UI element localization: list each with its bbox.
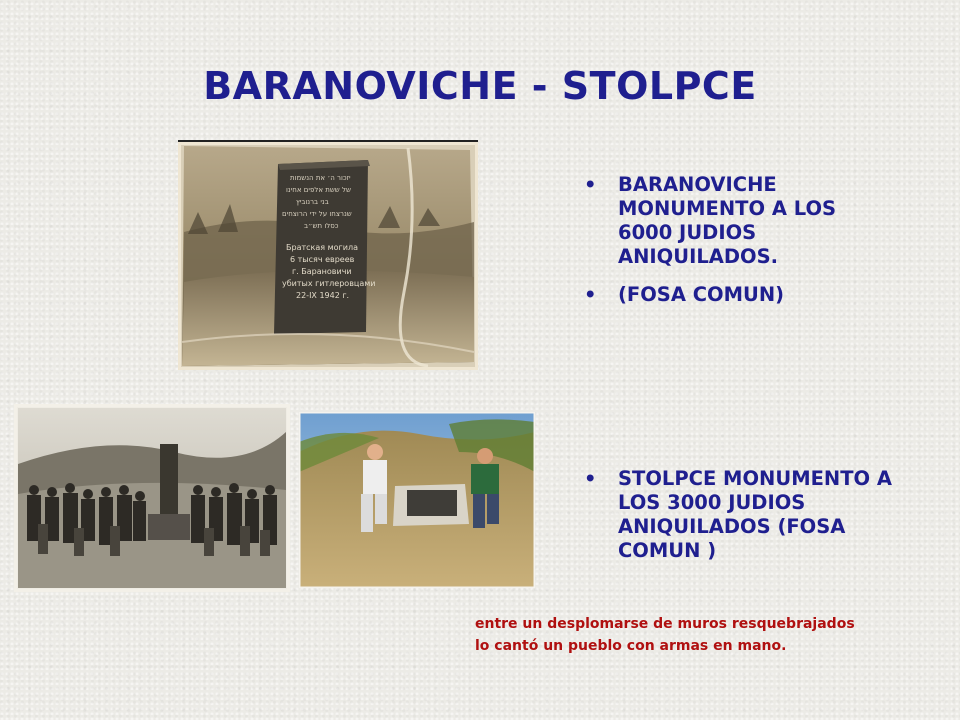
svg-text:בני ברנוביץ: בני ברנוביץ	[296, 198, 329, 206]
svg-text:6 тысяч евреев: 6 тысяч евреев	[290, 255, 355, 264]
stolpce-group-photo	[14, 404, 290, 592]
poem-caption	[475, 613, 855, 657]
svg-text:г. Барановичи: г. Барановичи	[292, 267, 352, 276]
bullet-item: • STOLPCE MONUMENTO A LOS 3000 JUDIOS ANIQUILADOS (FOSA COMUN )	[582, 467, 902, 563]
svg-text:22-IX 1942 г.: 22-IX 1942 г.	[296, 291, 350, 300]
svg-text:כסלו תש״ב: כסלו תש״ב	[304, 222, 339, 230]
caption-line: entre un desplomarse de muros resquebrajados	[475, 616, 855, 632]
bullet-item: • (FOSA COMUN)	[582, 283, 892, 307]
baranoviche-bullet-list	[582, 173, 892, 321]
caption-line: lo cantó un pueblo con armas en mano.	[475, 638, 787, 654]
slide-title: BARANOVICHE - STOLPCE	[203, 64, 757, 108]
stolpce-plaque-color-photo	[299, 412, 535, 588]
svg-text:שנרצחו על ידי הרוצחים: שנרצחו על ידי הרוצחים	[282, 210, 352, 218]
inscription-line: יזכור ה׳ את הנשמות	[290, 174, 351, 182]
svg-text:Братская могила: Братская могила	[286, 243, 358, 252]
svg-text:убитых гитлеровцами: убитых гитлеровцами	[282, 279, 376, 288]
bullet-item: • BARANOVICHE MONUMENTO A LOS 6000 JUDIOS ANIQUILADOS.	[582, 173, 892, 269]
baranoviche-monument-photo	[178, 142, 478, 370]
stolpce-bullet-list	[582, 467, 902, 577]
svg-text:של ששת אלפים אחינו: של ששת אלפים אחינו	[286, 186, 351, 194]
